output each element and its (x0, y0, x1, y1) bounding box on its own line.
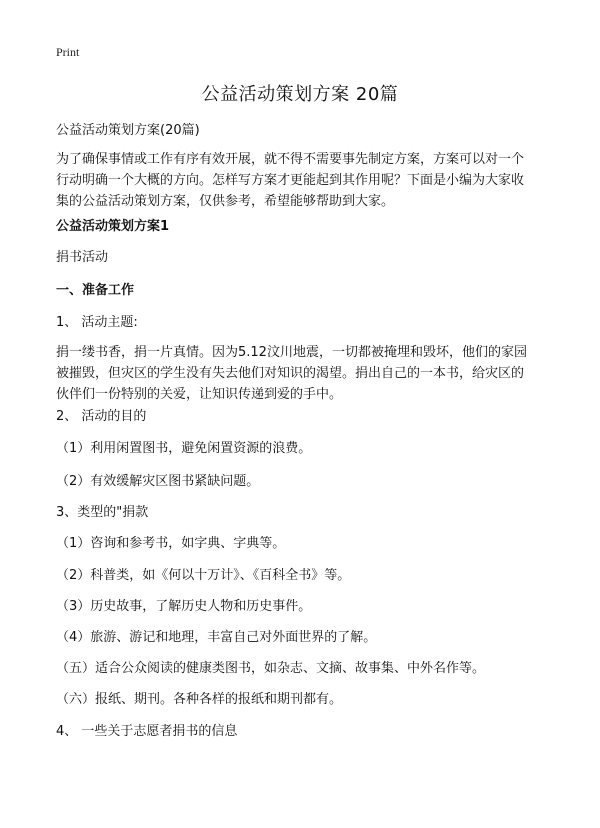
list-item: （3）历史故事，了解历史人物和历史事件。 (56, 599, 312, 614)
print-label: Print (56, 45, 80, 59)
list-item: （五）适合公众阅读的健康类图书，如杂志、文摘、故事集、中外名作等。 (56, 661, 486, 676)
page-title: 公益活动策划方案 20篇 (201, 84, 399, 105)
theme-heading: 1、 活动主题: (56, 315, 138, 330)
list-item: （4）旅游、游记和地理，丰富自己对外面世界的了解。 (56, 630, 377, 645)
intro-line: 行动明确一个大概的方向。怎样写方案才更能起到其作用呢？下面是小编为大家收 (56, 173, 525, 188)
theme-line: 伙伴们一份特别的关爱，让知识传递到爱的手中。 (56, 387, 343, 402)
theme-paragraph (56, 342, 550, 405)
intro-line: 集的公益活动策划方案，仅供参考，希望能够帮助到大家。 (56, 194, 395, 209)
purpose-heading: 2、 活动的目的 (56, 409, 147, 424)
intro-paragraph (56, 149, 550, 212)
document-subtitle: 公益活动策划方案(20篇) (56, 123, 200, 138)
list-item: （1）利用闲置图书，避免闲置资源的浪费。 (56, 441, 312, 456)
list-item: （2）科普类，如《何以十万计》、《百科全书》等。 (56, 568, 351, 583)
theme-line: 被摧毁，但灾区的学生没有失去他们对知识的渴望。捐出自己的一本书，给灾区的 (56, 366, 525, 381)
list-item: （六）报纸、期刊。各种各样的报纸和期刊都有。 (56, 692, 343, 707)
list-item: （2）有效缓解灾区图书紧缺问题。 (56, 474, 260, 489)
types-heading: 3、类型的"捐款 (56, 505, 149, 520)
activity-name: 捐书活动 (56, 250, 109, 265)
list-item: （1）咨询和参考书，如字典、字典等。 (56, 536, 286, 551)
intro-line: 为了确保事情或工作有序有效开展，就不得不需要事先制定方案，方案可以对一个 (56, 152, 525, 167)
section-heading: 公益活动策划方案1 (56, 219, 170, 234)
prep-heading: 一、准备工作 (56, 283, 135, 298)
volunteer-heading: 4、 一些关于志愿者捐书的信息 (56, 724, 238, 739)
theme-line: 捐一缕书香，捐一片真情。因为5.12汶川地震，一切都被掩埋和毁坏，他们的家园 (56, 345, 527, 360)
